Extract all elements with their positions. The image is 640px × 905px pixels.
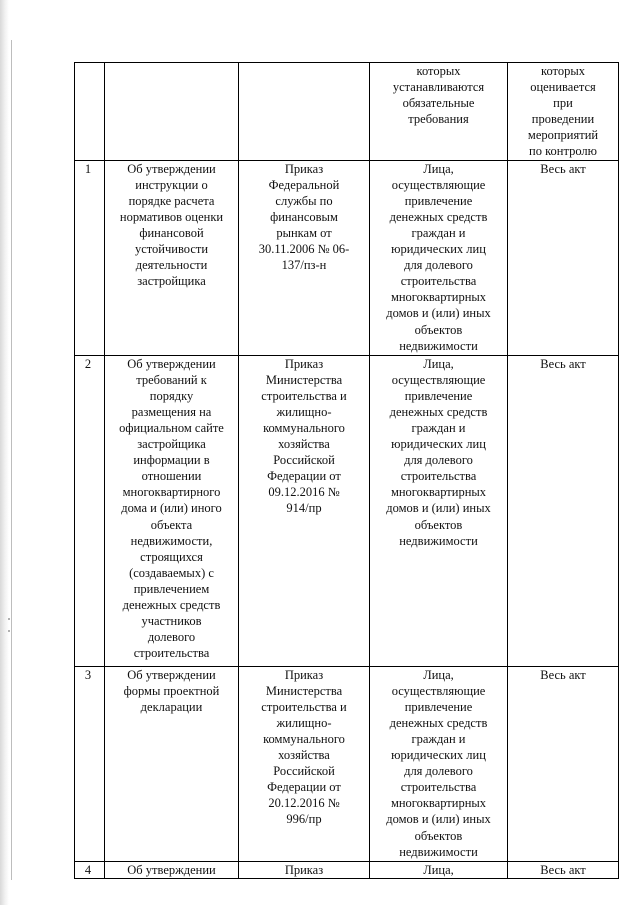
row-title [105,355,239,666]
text-line: рынкам от [276,225,332,240]
requirements-table [74,62,619,879]
text-line: официальном сайте [119,420,224,435]
row-obligated-persons [370,355,508,666]
text-line: осуществляющие [391,177,486,192]
text-line: финансовым [270,209,338,224]
text-line: Российской [273,453,335,468]
text-line: 914/пр [286,501,322,516]
text-line: отношении [141,469,202,484]
text-line: нормативов оценки [119,209,224,224]
text-line: информации в [133,453,210,468]
row-legal-act [239,160,370,355]
text-line: обязательные [402,96,475,111]
text-line: привлечение [404,699,473,714]
text-line: Лица, [423,356,454,371]
text-line: Об утверждении [127,667,216,682]
text-line: недвижимости [399,844,478,859]
text-line: Лица, [423,667,454,682]
row-obligated-persons [370,160,508,355]
row-title [105,861,239,878]
row-scope: Весь акт [508,355,619,666]
text-line: денежных средств [389,404,488,419]
text-line: Федерации от [267,469,341,484]
text-line: домов и (или) иных [386,501,491,516]
text-line: многоквартирного [122,485,221,500]
title-header-cell [105,63,239,161]
text-line: коммунального [263,420,345,435]
text-line: (создаваемых) с [129,565,214,580]
text-line: объектов [414,517,463,532]
text-line: которых [541,64,585,78]
scan-margin-line [11,40,12,880]
text-line: застройщика [137,437,206,452]
row-number: 4 [75,861,105,878]
text-line: при [553,96,573,111]
text-line: 996/пр [286,812,322,827]
text-line: денежных средств [122,597,221,612]
text-line: порядку [149,388,194,403]
text-line: домов и (или) иных [386,306,491,321]
text-line: недвижимости [399,533,478,548]
text-line: осуществляющие [391,683,486,698]
text-line: граждан и [411,225,466,240]
text-line: юридических лиц [391,242,486,257]
text-line: требования [408,112,469,127]
text-line: дома и (или) иного [121,501,222,516]
row-scope: Весь акт [508,160,619,355]
text-line: недвижимости [399,338,478,353]
row-number: 1 [75,160,105,355]
scan-edge-shadow [0,0,9,905]
table-row [75,666,619,861]
text-line: Федерации от [267,780,341,795]
text-line: граждан и [411,731,466,746]
text-line: 20.12.2016 № [268,796,340,811]
number-header-cell [75,63,105,161]
text-line: денежных средств [389,715,488,730]
text-line: строительства и [261,388,347,403]
text-line: Лица, [423,161,454,176]
table-row [75,160,619,355]
text-line: объектов [414,322,463,337]
text-line: по контролю [529,144,597,159]
row-number: 2 [75,355,105,666]
text-line: Об утверждении [127,862,216,877]
text-line: устойчивости [134,242,209,257]
text-line: для долевого [404,453,473,468]
text-line: Приказ [284,862,324,877]
text-line: хозяйства [278,437,330,452]
act-header-cell [239,63,370,161]
text-line: устанавливаются [392,80,485,95]
row-title [105,666,239,861]
text-line: для долевого [404,258,473,273]
row-legal-act [239,861,370,878]
scope-header-cell [508,63,619,161]
text-line: привлечением [133,581,210,596]
text-line: хозяйства [278,748,330,763]
text-line: объекта [150,517,193,532]
text-line: для долевого [404,764,473,779]
table-row [75,861,619,878]
text-line: строящихся [140,549,203,564]
text-line: привлечение [404,193,473,208]
text-line: инструкции о [135,177,208,192]
text-line: многоквартирных [390,796,487,811]
row-obligated-persons [370,861,508,878]
row-number: 3 [75,666,105,861]
text-line: проведении [531,112,595,127]
text-line: жилищно- [276,715,332,730]
text-line: Приказ [284,667,324,682]
text-line: недвижимости, [130,533,213,548]
text-line: строительства [400,780,477,795]
text-line: мероприятий [527,128,599,143]
text-line: юридических лиц [391,748,486,763]
text-line: многоквартирных [390,290,487,305]
row-scope: Весь акт [508,861,619,878]
text-line: долевого [147,630,196,645]
text-line: многоквартирных [390,485,487,500]
text-line: размещения на [131,404,212,419]
text-line: строительства [400,274,477,289]
text-line: юридических лиц [391,437,486,452]
row-legal-act [239,666,370,861]
text-line: декларации [140,699,203,714]
text-line: которых [416,64,461,78]
text-line: Об утверждении [127,161,216,176]
text-line: Федеральной [268,177,340,192]
text-line: Приказ [284,161,324,176]
text-line: 137/пз-н [281,258,327,273]
text-line: денежных средств [389,209,488,224]
row-scope: Весь акт [508,666,619,861]
text-line: службы по [275,193,333,208]
text-line: Лица, [423,862,454,877]
text-line: застройщика [137,274,206,289]
text-line: привлечение [404,388,473,403]
table-header-row [75,63,619,161]
text-line: оценивается [530,80,596,95]
text-line: домов и (или) иных [386,812,491,827]
row-legal-act [239,355,370,666]
row-obligated-persons [370,666,508,861]
text-line: деятельности [135,258,208,273]
text-line: требований к [136,372,207,387]
text-line: Российской [273,764,335,779]
text-line: 09.12.2016 № [268,485,340,500]
scan-speck [8,618,10,620]
text-line: Приказ [284,356,324,371]
text-line: объектов [414,828,463,843]
text-line: строительства [400,469,477,484]
text-line: порядке расчета [128,193,215,208]
text-line: Министерства [265,683,343,698]
text-line: 30.11.2006 № 06- [258,242,350,257]
text-line: участников [141,614,202,629]
text-line: граждан и [411,420,466,435]
row-title [105,160,239,355]
text-line: строительства и [261,699,347,714]
text-line: Об утверждении [127,356,216,371]
text-line: жилищно- [276,404,332,419]
table-row [75,355,619,666]
text-line: строительства [133,646,210,661]
text-line: коммунального [263,731,345,746]
who-header-cell [370,63,508,161]
text-line: финансовой [139,225,204,240]
text-line: формы проектной [123,683,220,698]
scan-speck [8,630,10,632]
text-line: осуществляющие [391,372,486,387]
text-line: Министерства [265,372,343,387]
